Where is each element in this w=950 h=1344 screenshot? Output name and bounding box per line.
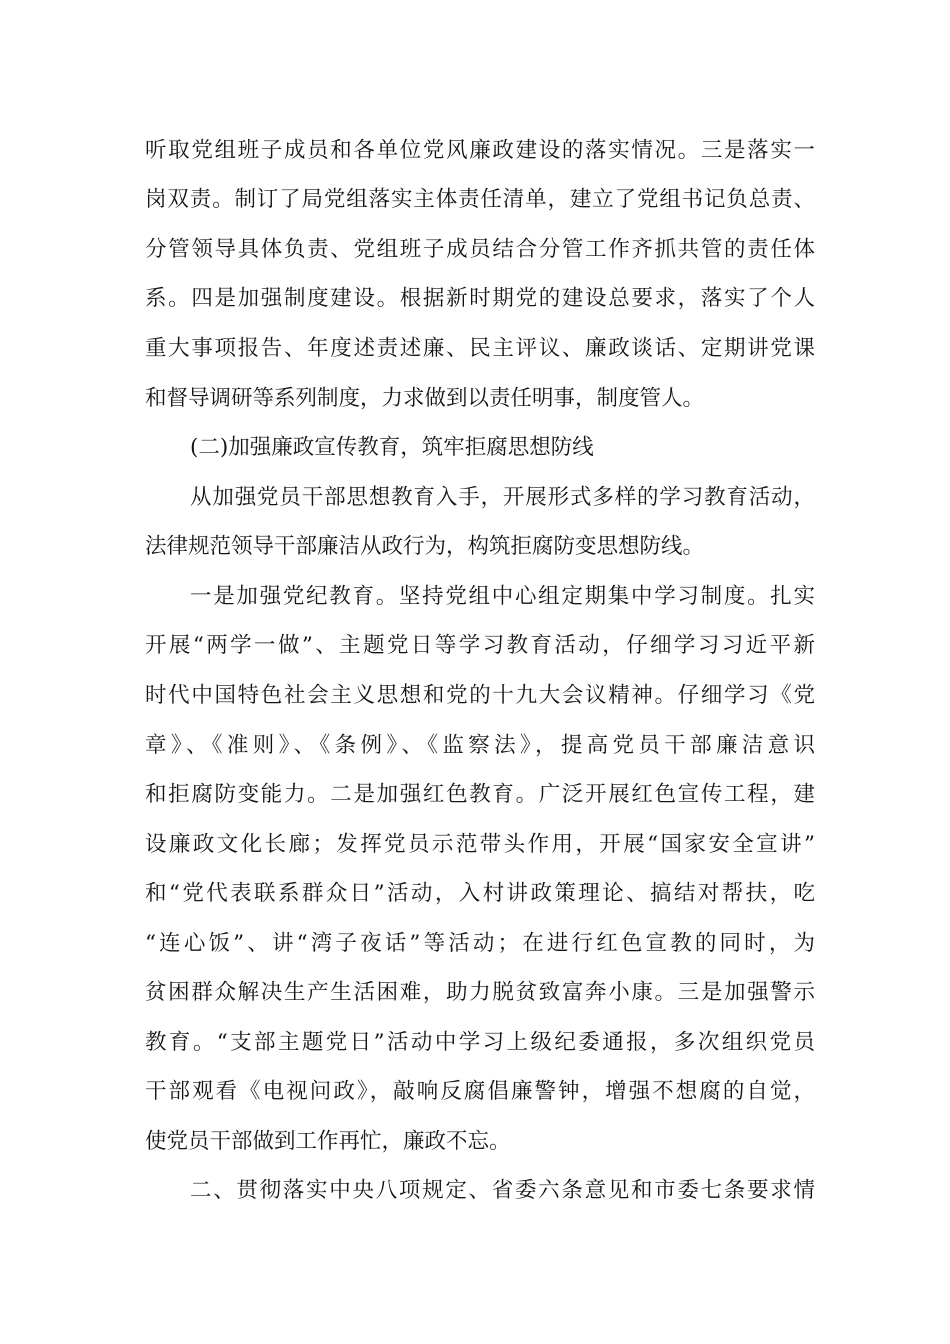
text-line: 和“党代表联系群众日”活动，入村讲政策理论、搞结对帮扶，吃 <box>145 881 815 906</box>
section-heading: 二、贯彻落实中央八项规定、省委六条意见和市委七条要求情 <box>190 1178 815 1203</box>
text-line: 系。四是加强制度建设。根据新时期党的建设总要求，落实了个人 <box>145 286 815 311</box>
text-line: 使党员干部做到工作再忙，廉政不忘。 <box>145 1129 511 1154</box>
text-line: 岗双责。制订了局党组落实主体责任清单，建立了党组书记负总责、 <box>145 187 815 212</box>
text-line: 章》、《准则》、《条例》、《监察法》，提高党员干部廉洁意识 <box>145 733 815 758</box>
section-heading: (二)加强廉政宣传教育，筑牢拒腐思想防线 <box>190 435 594 460</box>
text-line: 教育。“支部主题党日”活动中学习上级纪委通报，多次组织党员 <box>145 1030 815 1055</box>
text-line: 和拒腐防变能力。二是加强红色教育。广泛开展红色宣传工程，建 <box>145 782 815 807</box>
text-line: 时代中国特色社会主义思想和党的十九大会议精神。仔细学习《党 <box>145 683 815 708</box>
text-line: 重大事项报告、年度述责述廉、民主评议、廉政谈话、定期讲党课 <box>145 336 815 361</box>
text-line: 贫困群众解决生产生活困难，助力脱贫致富奔小康。三是加强警示 <box>145 980 815 1005</box>
text-line: 法律规范领导干部廉洁从政行为，构筑拒腐防变思想防线。 <box>145 534 705 559</box>
text-line: “连心饭”、讲“湾子夜话”等活动；在进行红色宣教的同时，为 <box>145 931 815 956</box>
text-line: 开展“两学一做”、主题党日等学习教育活动，仔细学习习近平新 <box>145 633 815 658</box>
text-line: 一是加强党纪教育。坚持党组中心组定期集中学习制度。扎实 <box>190 584 815 609</box>
text-line: 听取党组班子成员和各单位党风廉政建设的落实情况。三是落实一 <box>145 138 815 163</box>
text-line: 干部观看《电视问政》，敲响反腐倡廉警钟，增强不想腐的自觉， <box>145 1079 815 1104</box>
text-line: 设廉政文化长廊；发挥党员示范带头作用，开展“国家安全宣讲” <box>145 832 815 857</box>
text-line: 和督导调研等系列制度，力求做到以责任明事，制度管人。 <box>145 386 705 411</box>
text-line: 从加强党员干部思想教育入手，开展形式多样的学习教育活动， <box>190 485 815 510</box>
text-line: 分管领导具体负责、党组班子成员结合分管工作齐抓共管的责任体 <box>145 237 815 262</box>
